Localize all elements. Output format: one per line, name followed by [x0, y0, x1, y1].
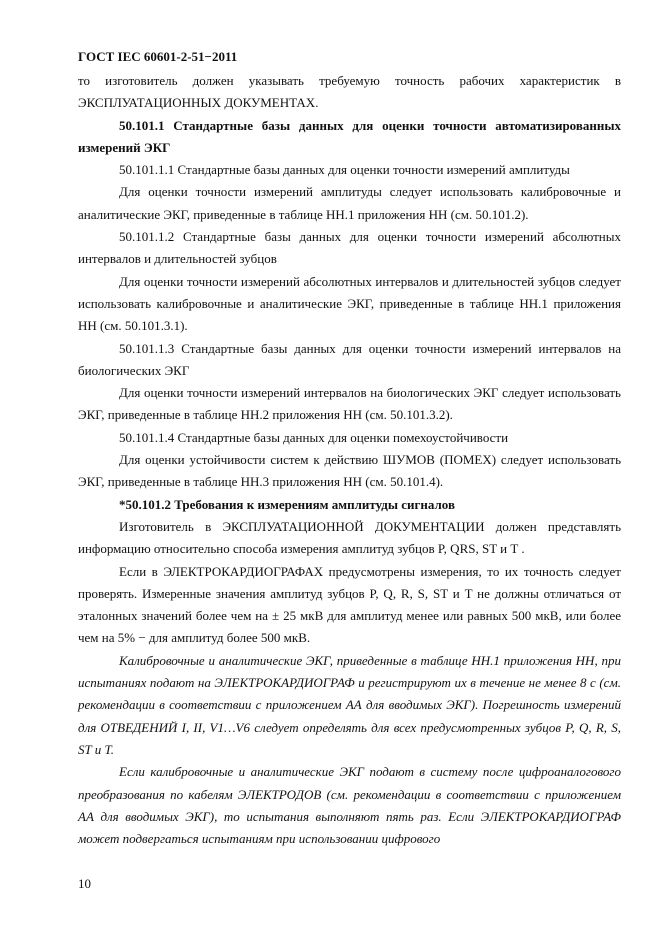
section-heading-50-101-1: 50.101.1 Стандартные базы данных для оценки точности автоматизированных измерений ЭКГ — [78, 117, 621, 155]
subsection-heading-50-101-1-1: 50.101.1.1 Стандартные базы данных для оценки точности измерений амплитуды — [119, 162, 570, 178]
paragraph: Если в ЭЛЕКТРОКАРДИОГРАФАХ предусмотрены измерения, то их точность следует проверять. Измеренные значения амплитуд зубцов P, Q, R, S, ST и T не должны отличаться от эталонных значений более чем на ± 25 мкВ для амплитуд менее или равных 500 мкВ, или более чем на 5% − для амплитуд более 500 мкВ. — [78, 563, 621, 646]
subsection-heading-50-101-1-2: 50.101.1.2 Стандартные базы данных для оценки точности измерений абсолютных интервалов и длительностей зубцов — [78, 229, 621, 267]
paragraph: Для оценки точности измерений амплитуды следует использовать калибровочные и аналитические ЭКГ, приведенные в таблице НН.1 приложения НН (см. 50.101.2). — [78, 184, 621, 222]
document-header: ГОСТ IEC 60601-2-51−2011 — [78, 49, 238, 64]
paragraph-continuation: то изготовитель должен указывать требуемую точность рабочих характеристик в ЭКСПЛУАТАЦИОННЫХ ДОКУМЕНТАХ. — [78, 73, 621, 111]
subsection-heading-50-101-1-3: 50.101.1.3 Стандартные базы данных для оценки точности измерений интервалов на биологических ЭКГ — [78, 340, 621, 378]
paragraph: Для оценки устойчивости систем к действию ШУМОВ (ПОМЕХ) следует использовать ЭКГ, приведенные в таблице НН.3 приложения НН (см. 50.101.4). — [78, 452, 621, 490]
paragraph: Для оценки точности измерений интервалов на биологических ЭКГ следует использовать ЭКГ, приведенные в таблице НН.2 приложения НН (см. 50.101.3.2). — [78, 385, 621, 423]
paragraph: Изготовитель в ЭКСПЛУАТАЦИОННОЙ ДОКУМЕНТАЦИИ должен представлять информацию относительно способа измерения амплитуд зубцов P, QRS, ST и T . — [78, 518, 621, 557]
paragraph: Для оценки точности измерений абсолютных интервалов и длительностей зубцов следует использовать калибровочные и аналитические ЭКГ, приведенные в таблице НН.1 приложения НН (см. 50.101.3.1). — [78, 273, 621, 334]
section-heading-50-101-2: *50.101.2 Требования к измерениям амплитуды сигналов — [119, 496, 455, 512]
subsection-heading-50-101-1-4: 50.101.1.4 Стандартные базы данных для оценки помехоустойчивости — [119, 429, 509, 445]
page-number: 10 — [78, 876, 91, 891]
italic-paragraph: Если калибровочные и аналитические ЭКГ подают в систему после цифроаналогового преобразования по кабелям ЭЛЕКТРОДОВ (см. рекомендации в соответствии с приложением АА для вводимых ЭКГ), то испытания выполняют пять раз. Если ЭЛЕКТРОКАРДИОГРАФ может подвергаться испытаниям при использовании цифрового — [78, 764, 621, 847]
italic-paragraph: Калибровочные и аналитические ЭКГ, приведенные в таблице НН.1 приложения НН, при испытаниях подают на ЭЛЕКТРОКАРДИОГРАФ и регистрируют их в течение не менее 8 с (см. рекомендации в соответствии с приложением АА для вводимых ЭКГ). Погрешность измерений для ОТВЕДЕНИЙ I, II, V1…V6 следует определять для всех предусмотренных зубцов P, Q, R, S, ST и T. — [78, 652, 621, 757]
